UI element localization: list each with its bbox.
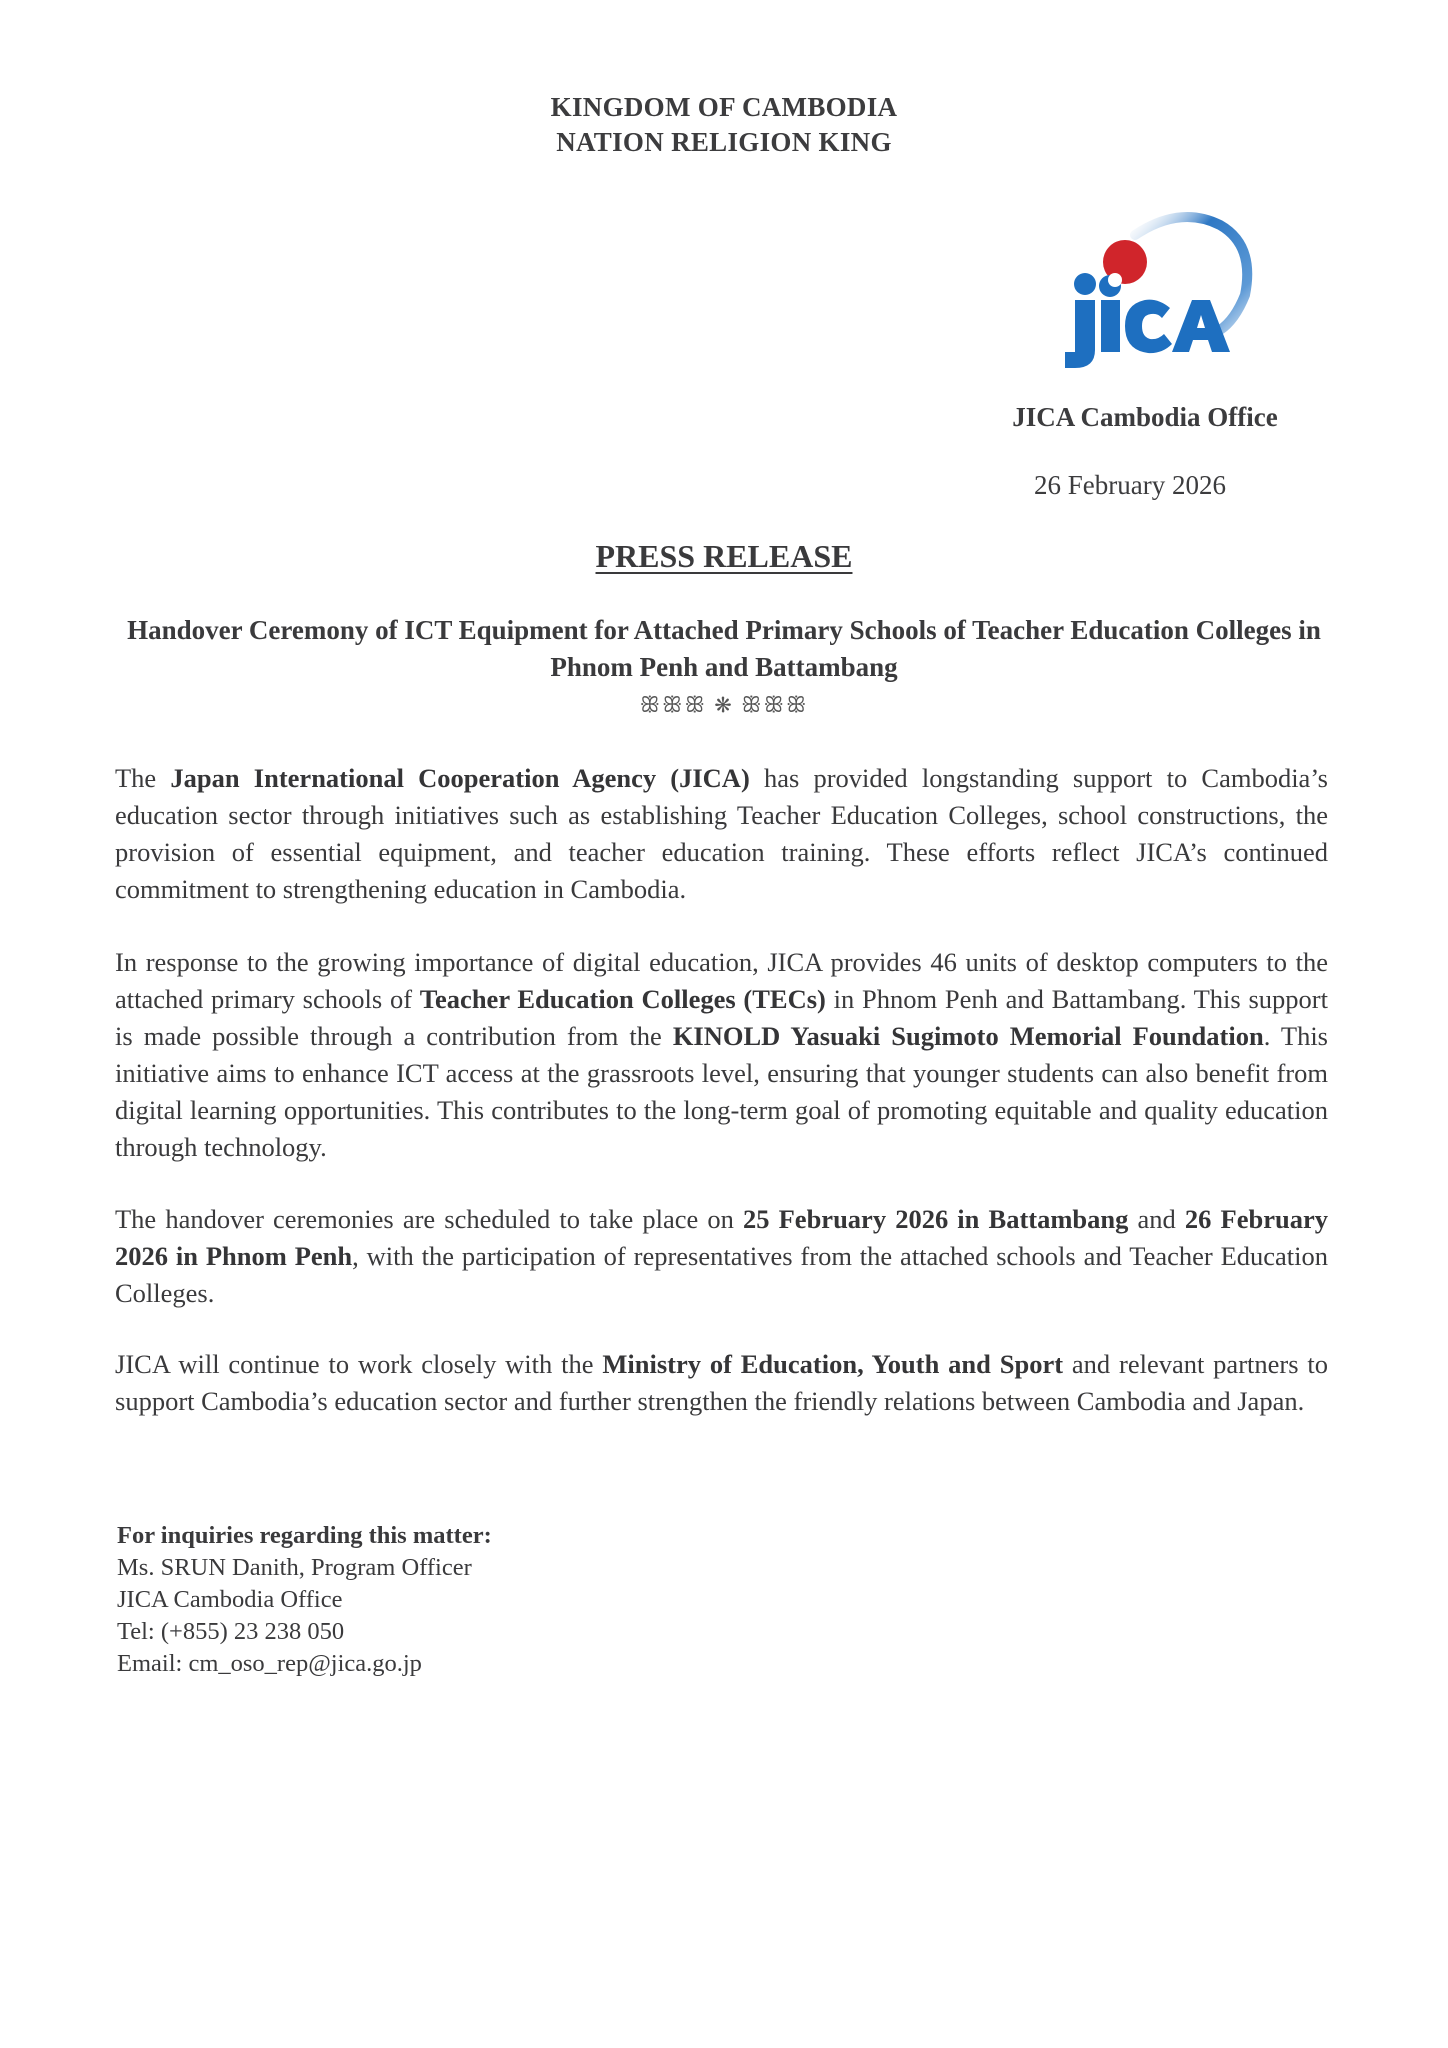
- contact-email-line: [117, 1648, 492, 1680]
- bold-text-segment: KINOLD Yasuaki Sugimoto Memorial Foundation: [672, 1021, 1264, 1051]
- text-segment: . This initiative aims to enhance ICT access at the grassroots level, ensuring that younger students can also benefit from digital learning opportunities. This contributes to the long-term goal of promoting equitable and quality education through technology.: [115, 1021, 1328, 1162]
- press-release-subtitle: Handover Ceremony of ICT Equipment for Attached Primary Schools of Teacher Education Colleges in Phnom Penh and Battambang: [127, 615, 1321, 682]
- contact-email-link[interactable]: cm_oso_rep@jica.go.jp: [188, 1650, 422, 1677]
- paragraph-intro: [115, 760, 1328, 908]
- logo-letter-c: [1125, 300, 1172, 353]
- bold-text-segment: Teacher Education Colleges (TECs): [419, 984, 826, 1014]
- paragraph-ceremony-schedule: [115, 1201, 1328, 1312]
- release-date: 26 February 2026: [1034, 470, 1226, 500]
- logo-letter-i: [1101, 300, 1120, 352]
- contact-office: JICA Cambodia Office: [117, 1586, 343, 1613]
- logo-dot-j: [1074, 273, 1096, 295]
- header-kingdom: KINGDOM OF CAMBODIA: [550, 92, 898, 122]
- text-segment: has provided longstanding support to Cambodia’s education sector through initiatives such as establishing Teacher Education Colleges, school constructions, the provision of essential equipment, and teacher education training. These efforts reflect JICA’s continued commitment to strengthening education in Cambodia.: [115, 763, 1328, 904]
- contact-email-label: Email:: [117, 1650, 189, 1677]
- contact-person: Ms. SRUN Danith, Program Officer: [117, 1554, 472, 1581]
- office-name: JICA Cambodia Office: [1012, 402, 1278, 432]
- text-segment: and relevant partners to support Cambodia’s education sector and further strengthen the friendly relations between Cambodia and Japan.: [115, 1349, 1328, 1416]
- text-segment: In response to the growing importance of digital education, JICA provides 46 units of desktop computers to the attached primary schools of: [115, 947, 1328, 1014]
- press-release-title: PRESS RELEASE: [595, 538, 853, 574]
- text-segment: The: [115, 763, 171, 793]
- bold-text-segment: 25 February 2026 in Battambang: [743, 1204, 1129, 1234]
- logo-dot-highlight: [1108, 273, 1122, 287]
- bold-text-segment: 26 February 2026 in Phnom Penh: [115, 1204, 1328, 1271]
- contact-block: [117, 1520, 492, 1680]
- jica-logo: [1030, 200, 1260, 370]
- text-segment: JICA will continue to work closely with the: [115, 1349, 603, 1379]
- jica-logo-icon: [1030, 200, 1260, 370]
- paragraph-ict-support: [115, 944, 1328, 1166]
- contact-tel: Tel: (+855) 23 238 050: [117, 1618, 345, 1645]
- bold-text-segment: Ministry of Education, Youth and Sport: [602, 1349, 1064, 1379]
- contact-label: For inquiries regarding this matter:: [117, 1522, 492, 1549]
- logo-letter-j: [1065, 300, 1095, 368]
- text-segment: in Phnom Penh and Battambang. This support is made possible through a contribution from the: [115, 984, 1328, 1051]
- text-segment: , with the participation of representatives from the attached schools and Teacher Education Colleges.: [115, 1241, 1328, 1308]
- paragraph-continued-cooperation: [115, 1346, 1328, 1420]
- bold-text-segment: Japan International Cooperation Agency (JICA): [170, 763, 750, 793]
- header-motto: NATION RELIGION KING: [556, 127, 892, 157]
- text-segment: and: [1128, 1204, 1185, 1234]
- text-segment: The handover ceremonies are scheduled to take place on: [115, 1204, 743, 1234]
- ornament-divider-icon: ꕥꕥꕥ ❋ ꕥꕥꕥ: [639, 692, 809, 717]
